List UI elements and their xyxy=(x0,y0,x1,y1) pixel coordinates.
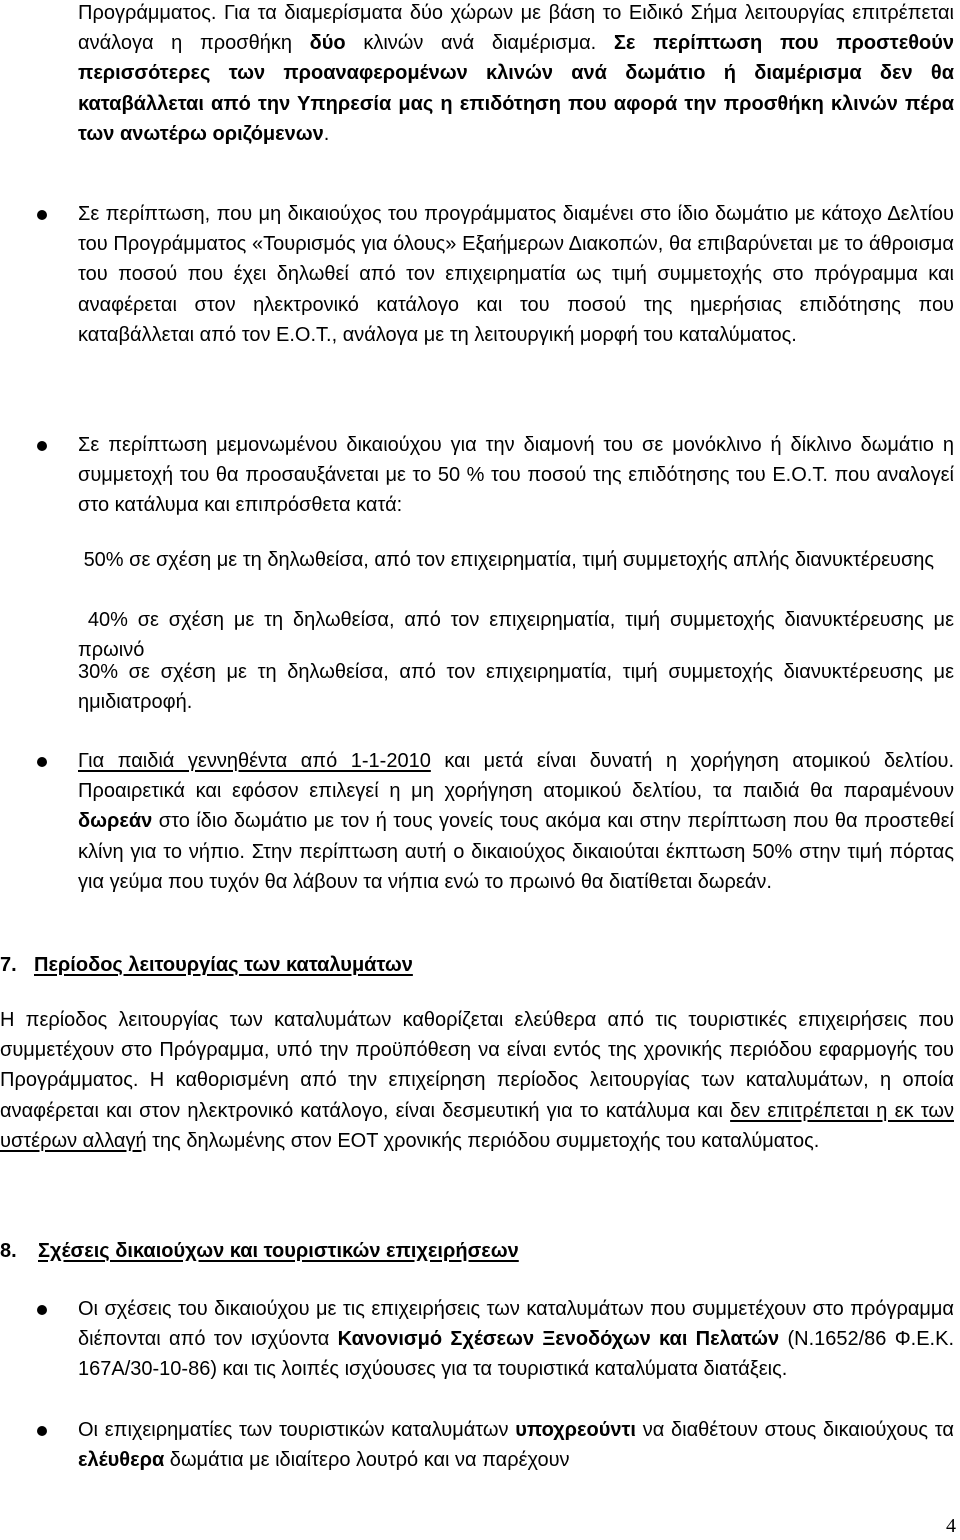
section-8-heading: 8. Σχέσεις δικαιούχων και τουριστικών επιχειρήσεων xyxy=(0,1240,519,1262)
rate-item: 30% σε σχέση με τη δηλωθείσα, από τον επιχειρηματία, τιμή συμμετοχής διανυκτέρευσης με ημιδιατροφή. xyxy=(78,661,954,714)
bullet-icon xyxy=(37,1305,47,1315)
continuation-paragraph: Προγράμματος. Για τα διαμερίσματα δύο χώρων με βάση το Ειδικό Σήμα λειτουργίας επιτρέπεται ανάλογα η προσθήκη δύο κλινών ανά διαμέρισμα. Σε περίπτωση που προστεθούν περισσότερες των προαναφερομένων κλινών ανά δωμάτιο ή διαμέρισμα δεν θα καταβάλλεται από την Υπηρεσία μας η επιδότηση που αφορά την προσθήκη κλινών πέρα των ανωτέρω οριζόμενων. xyxy=(78,2,955,145)
rate-item: 50% σε σχέση με τη δηλωθείσα, από τον επιχειρηματία, τιμή συμμετοχής απλής διανυκτέρευσης xyxy=(78,549,935,571)
bullet-item-children: Για παιδιά γεννηθέντα από 1-1-2010 και μετά είναι δυνατή η χορήγηση ατομικού δελτίου. Προαιρετικά και εφόσον επιλεγεί η μη χορήγηση ατομικού δελτίου, τα παιδιά θα παραμένουν δωρεάν στο ίδιο δωμάτιο με τον ή τους γονείς τους ακόμα και στην περίπτωση που θα προστεθεί κλίνη για το νήπιο. Στην περίπτωση αυτή ο δικαιούχος δικαιούται έκπτωση 50% στην τιμή πόρτας για γεύμα που τυχόν θα λάβουν τα νήπια ενώ το πρωινό θα διατίθεται δωρεάν. xyxy=(78,750,955,893)
page-number: 4 xyxy=(946,1515,956,1537)
section-7-heading: 7. Περίοδος λειτουργίας των καταλυμάτων xyxy=(0,954,413,976)
section-7-paragraph: Η περίοδος λειτουργίας των καταλυμάτων καθορίζεται ελεύθερα από τις τουριστικές επιχειρήσεις που συμμετέχουν στο Πρόγραμμα, υπό την προϋπόθεση να είναι εντός της χρονικής περιόδου εφαρμογής του Προγράμματος. Η καθορισμένη από την επιχείρηση περίοδος λειτουργίας των καταλυμάτων, η οποία αναφέρεται και στον ηλεκτρονικό κατάλογο, είναι δεσμευτική για το κατάλυμα και δεν επιτρέπεται η εκ των υστέρων αλλαγή της δηλωμένης στον ΕΟΤ χρονικής περιόδου συμμετοχής του καταλύματος. xyxy=(0,1009,954,1152)
bullet-item-obligations: Οι επιχειρηματίες των τουριστικών καταλυμάτων υποχρεούντι να διαθέτουν στους δικαιούχους τα ελέυθερα δωμάτια με ιδιαίτερο λουτρό και να παρέχουν xyxy=(78,1419,954,1472)
bullet-icon xyxy=(37,210,47,220)
bullet-icon xyxy=(37,1426,47,1436)
bullet-item-relations: Οι σχέσεις του δικαιούχου με τις επιχειρήσεις των καταλυμάτων που συμμετέχουν στο πρόγραμμα διέπονται από τον ισχύοντα Κανονισμό Σχέσεων Ξενοδόχων και Πελατών (Ν.1652/86 Φ.Ε.Κ. 167Α/30-10-86) και τις λοιπές ισχύουσες για τα τουριστικά καταλύματα διατάξεις. xyxy=(78,1298,955,1381)
rate-item: 40% σε σχέση με τη δηλωθείσα, από τον επιχειρηματία, τιμή συμμετοχής διανυκτέρευσης με πρωινό xyxy=(78,609,960,662)
bullet-icon xyxy=(37,441,47,451)
bullet-item-single-beneficiary: Σε περίπτωση μεμονωμένου δικαιούχου για την διαμονή του σε μονόκλινο ή δίκλινο δωμάτιο η συμμετοχή του θα προσαυξάνεται με το 50 % του ποσού της επιδότησης του Ε.Ο.Τ. που αναλογεί στο κατάλυμα και επιπρόσθετα κατά: xyxy=(78,434,954,517)
bullet-item-non-beneficiary: Σε περίπτωση, που μη δικαιούχος του προγράμματος διαμένει στο ίδιο δωμάτιο με κάτοχο Δελτίου του Προγράμματος «Τουρισμός για όλους» Εξαήμερων Διακοπών, θα επιβαρύνεται με το άθροισμα του ποσού που έχει δηλωθεί από τον επιχειρηματία ως τιμή συμμετοχής στο πρόγραμμα και αναφέρεται στον ηλεκτρονικό κατάλογο και του ποσού της ημερήσιας επιδότησης που καταβάλλεται από τον Ε.Ο.Τ., ανάλογα με τη λειτουργική μορφή του καταλύματος. xyxy=(78,203,954,346)
bullet-icon xyxy=(37,757,47,767)
